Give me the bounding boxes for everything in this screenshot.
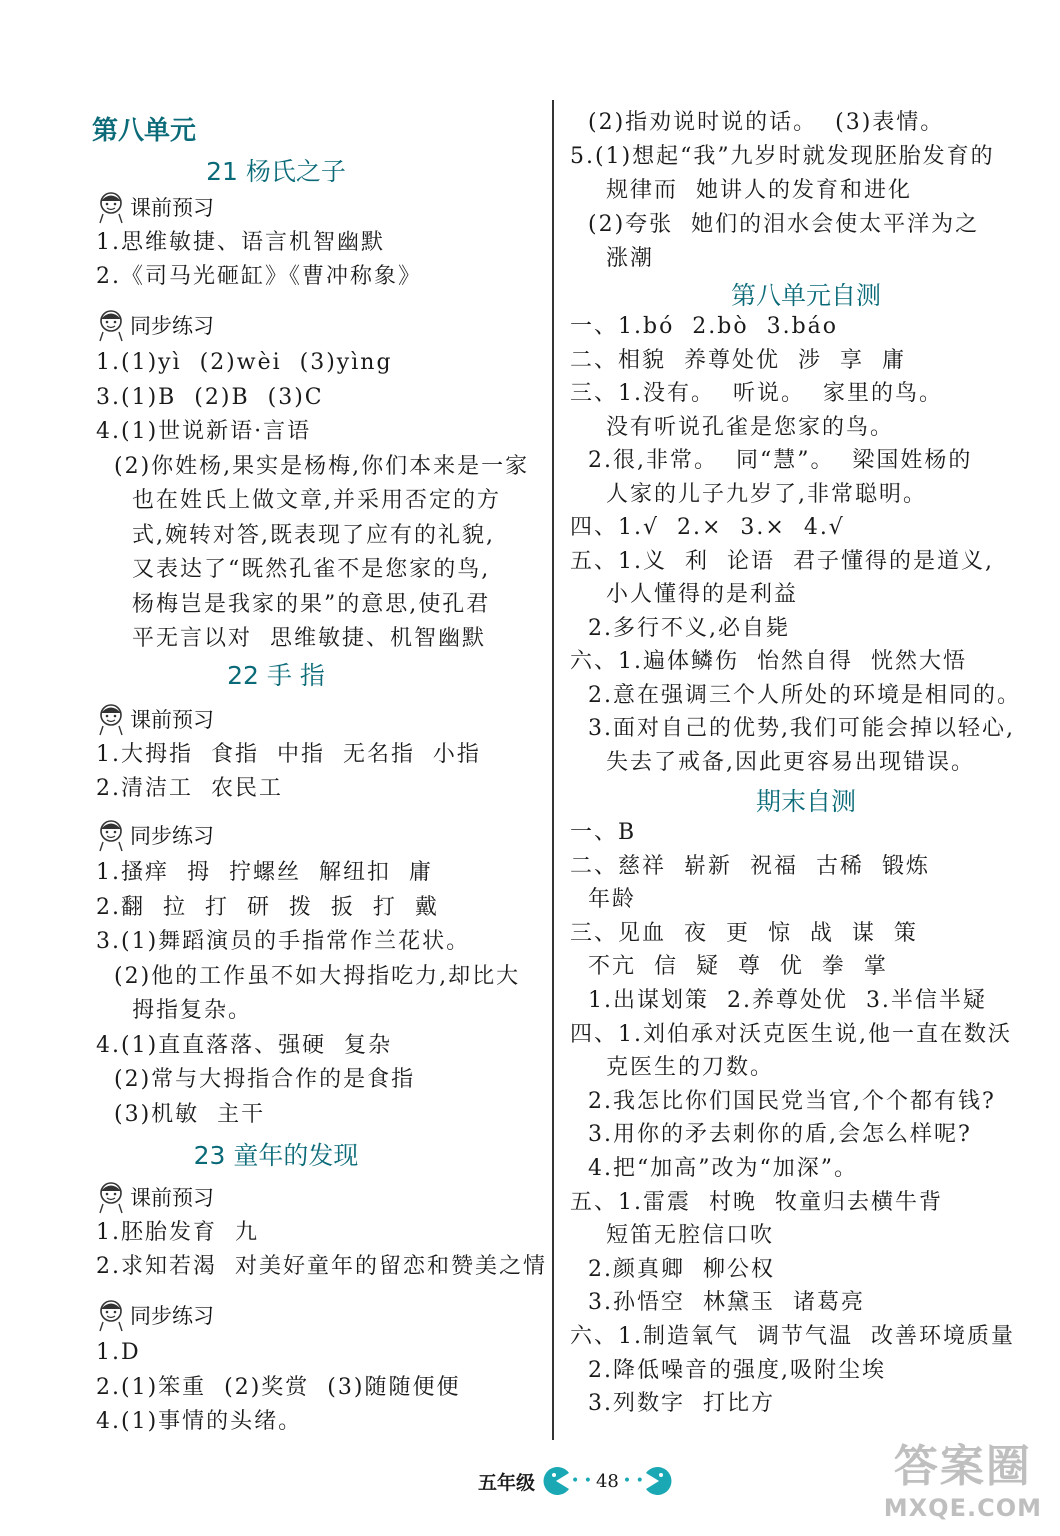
answer-line: 3.(1)舞蹈演员的手指常作兰花状。 (96, 929, 471, 954)
section-label: 课前预习 (130, 1186, 214, 1210)
answer-line: 克医生的刀数。 (570, 1055, 774, 1081)
answer-line: 小人懂得的是利益 (570, 582, 798, 607)
answer-line: 4.(1)事情的头绪。 (96, 1409, 303, 1434)
answer-line: 没有听说孔雀是您家的鸟。 (570, 414, 894, 440)
answer-line: 涨潮 (570, 246, 654, 271)
grade-label: 五年级 (478, 1471, 536, 1494)
answer-line: 短笛无腔信口吹 (570, 1223, 774, 1249)
lesson-title: 22 手 指 (227, 661, 325, 690)
section-label: 同步练习 (130, 824, 214, 848)
unit-title: 第八单元 (92, 116, 197, 146)
answer-line: 3.孙悟空 林黛玉 诸葛亮 (570, 1290, 865, 1316)
section-practice (96, 1298, 214, 1332)
answer-line: 五、1.雷震 村晚 牧童归去横牛背 (570, 1189, 943, 1215)
answer-line: 平无言以对 思维敏捷、机智幽默 (96, 626, 486, 651)
watermark-url: MXQE.COM (883, 1494, 1042, 1522)
answer-line: 又表达了“既然孔雀不是您家的鸟, (96, 557, 491, 582)
section-label: 同步练习 (130, 1304, 214, 1328)
lesson-title: 21 杨氏之子 (206, 157, 346, 186)
answer-line: 四、1.刘伯承对沃克医生说,他一直在数沃 (570, 1021, 1012, 1047)
answer-line: 失去了戒备,因此更容易出现错误。 (570, 749, 975, 775)
answer-line: 5.(1)想起“我”九岁时就发现胚胎发育的 (570, 144, 995, 169)
page-number: 48 (595, 1470, 619, 1492)
answer-line: 式,婉转对答,既表现了应有的礼貌, (96, 522, 495, 548)
kid-reading-icon (96, 1180, 126, 1214)
answer-line: 2.我怎比你们国民党当官,个个都有钱? (570, 1088, 996, 1114)
answer-line: 一、B (570, 820, 637, 845)
answer-line: 二、慈祥 崭新 祝福 古稀 锻炼 (570, 853, 930, 879)
test-title: 期末自测 (755, 787, 856, 816)
lesson-title: 23 童年的发现 (193, 1141, 359, 1170)
answer-line: 1.D (96, 1340, 141, 1365)
kid-reading-icon (96, 190, 126, 224)
dots-icon: • • (571, 1473, 592, 1489)
section-label: 课前预习 (130, 196, 214, 220)
answer-line: 不亢 信 疑 尊 优 拳 掌 (570, 954, 888, 980)
dots-icon: • • (622, 1473, 644, 1489)
answer-line: (2)常与大拇指合作的是食指 (96, 1067, 416, 1092)
answer-line: 六、1.遍体鳞伤 怡然自得 恍然大悟 (570, 649, 967, 674)
answer-line: 2.翻 拉 打 研 拨 扳 打 戴 (96, 894, 439, 920)
kid-thinking-icon (96, 1298, 126, 1332)
section-label: 课前预习 (130, 708, 214, 732)
answer-line: 人家的儿子九岁了,非常聪明。 (570, 481, 927, 507)
answer-line: (2)你姓杨,果实是杨梅,你们本来是一家 (96, 453, 530, 479)
answer-line: 1.搔痒 拇 拧螺丝 解纽扣 庸 (96, 860, 433, 885)
answer-line: 四、1.√ 2.× 3.× 4.√ (570, 515, 845, 540)
answer-line: 4.(1)世说新语·言语 (96, 419, 312, 444)
answer-line: 1.思维敏捷、语言机智幽默 (96, 230, 385, 255)
answer-line: 2.(1)笨重 (2)奖赏 (3)随随便便 (96, 1374, 461, 1400)
pacman-right-icon (644, 1466, 674, 1496)
answer-line: 杨梅岂是我家的果”的意思,使孔君 (96, 591, 491, 617)
answer-line: 五、1.义 利 论语 君子懂得的是道义, (570, 548, 994, 574)
answer-line: 三、1.没有。 听说。 家里的鸟。 (570, 381, 943, 406)
kid-thinking-icon (96, 818, 126, 852)
answer-line: 2.颜真卿 柳公权 (570, 1256, 775, 1282)
column-divider (552, 100, 554, 1440)
answer-line: 4.(1)直直落落、强硬 复杂 (96, 1032, 393, 1058)
answer-line: 六、1.制造氧气 调节气温 改善环境质量 (570, 1324, 1015, 1349)
answer-line: 2.多行不义,必自毙 (570, 615, 790, 641)
answer-line: 3.用你的矛去刺你的盾,会怎么样呢? (570, 1122, 972, 1148)
answer-line: (2)他的工作虽不如大拇指吃力,却比大 (96, 963, 521, 989)
answer-line: 一、1.bó 2.bò 3.báo (570, 314, 839, 339)
answer-line: 2.求知若渴 对美好童年的留恋和赞美之情 (96, 1254, 547, 1279)
watermark-logo: 答案圈 (893, 1441, 1032, 1492)
section-practice (96, 818, 214, 852)
answer-line: 拇指复杂。 (96, 998, 252, 1023)
answer-line: 1.胚胎发育 九 (96, 1220, 259, 1245)
answer-line: 3.面对自己的优势,我们可能会掉以轻心, (570, 716, 1015, 741)
answer-line: 2.很,非常。 同“慧”。 梁国姓杨的 (570, 448, 973, 473)
pacman-left-icon (541, 1466, 571, 1496)
kid-reading-icon (96, 702, 126, 736)
answer-line: 3.列数字 打比方 (570, 1391, 775, 1417)
answer-line: 二、相貌 养尊处优 涉 享 庸 (570, 347, 906, 373)
section-practice (96, 308, 214, 342)
section-label: 同步练习 (130, 314, 214, 338)
section-preview (96, 1180, 214, 1214)
answer-line: (3)机敏 主干 (96, 1101, 266, 1127)
answer-line: 2.意在强调三个人所处的环境是相同的。 (570, 682, 1021, 708)
answer-line: 3.(1)B (2)B (3)C (96, 384, 324, 410)
section-preview (96, 190, 214, 224)
answer-line: 1.大拇指 食指 中指 无名指 小指 (96, 742, 481, 767)
answer-line: (2)夸张 她们的泪水会使太平洋为之 (570, 212, 980, 237)
answer-line: 也在姓氏上做文章,并采用否定的方 (96, 488, 501, 513)
answer-line: 2.清洁工 农民工 (96, 776, 283, 801)
answer-line: 2.《司马光砸缸》《曹冲称象》 (96, 264, 422, 289)
section-preview (96, 702, 214, 736)
answer-line: 1.(1)yì (2)wèi (3)yìng (96, 350, 393, 375)
answer-line: 4.把“加高”改为“加深”。 (570, 1156, 858, 1181)
answer-line: (2)指劝说时说的话。 (3)表情。 (570, 110, 945, 135)
answer-line: 2.降低噪音的强度,吸附尘埃 (570, 1357, 886, 1383)
answer-line: 年龄 (570, 887, 636, 913)
kid-thinking-icon (96, 308, 126, 342)
watermark (884, 1430, 1042, 1522)
answer-line: 规律而 她讲人的发育和进化 (570, 178, 912, 203)
answer-line: 三、见血 夜 更 惊 战 谋 策 (570, 920, 918, 946)
answer-line: 1.出谋划策 2.养尊处优 3.半信半疑 (570, 988, 987, 1013)
page-footer (478, 1466, 674, 1496)
test-title: 第八单元自测 (730, 281, 881, 310)
